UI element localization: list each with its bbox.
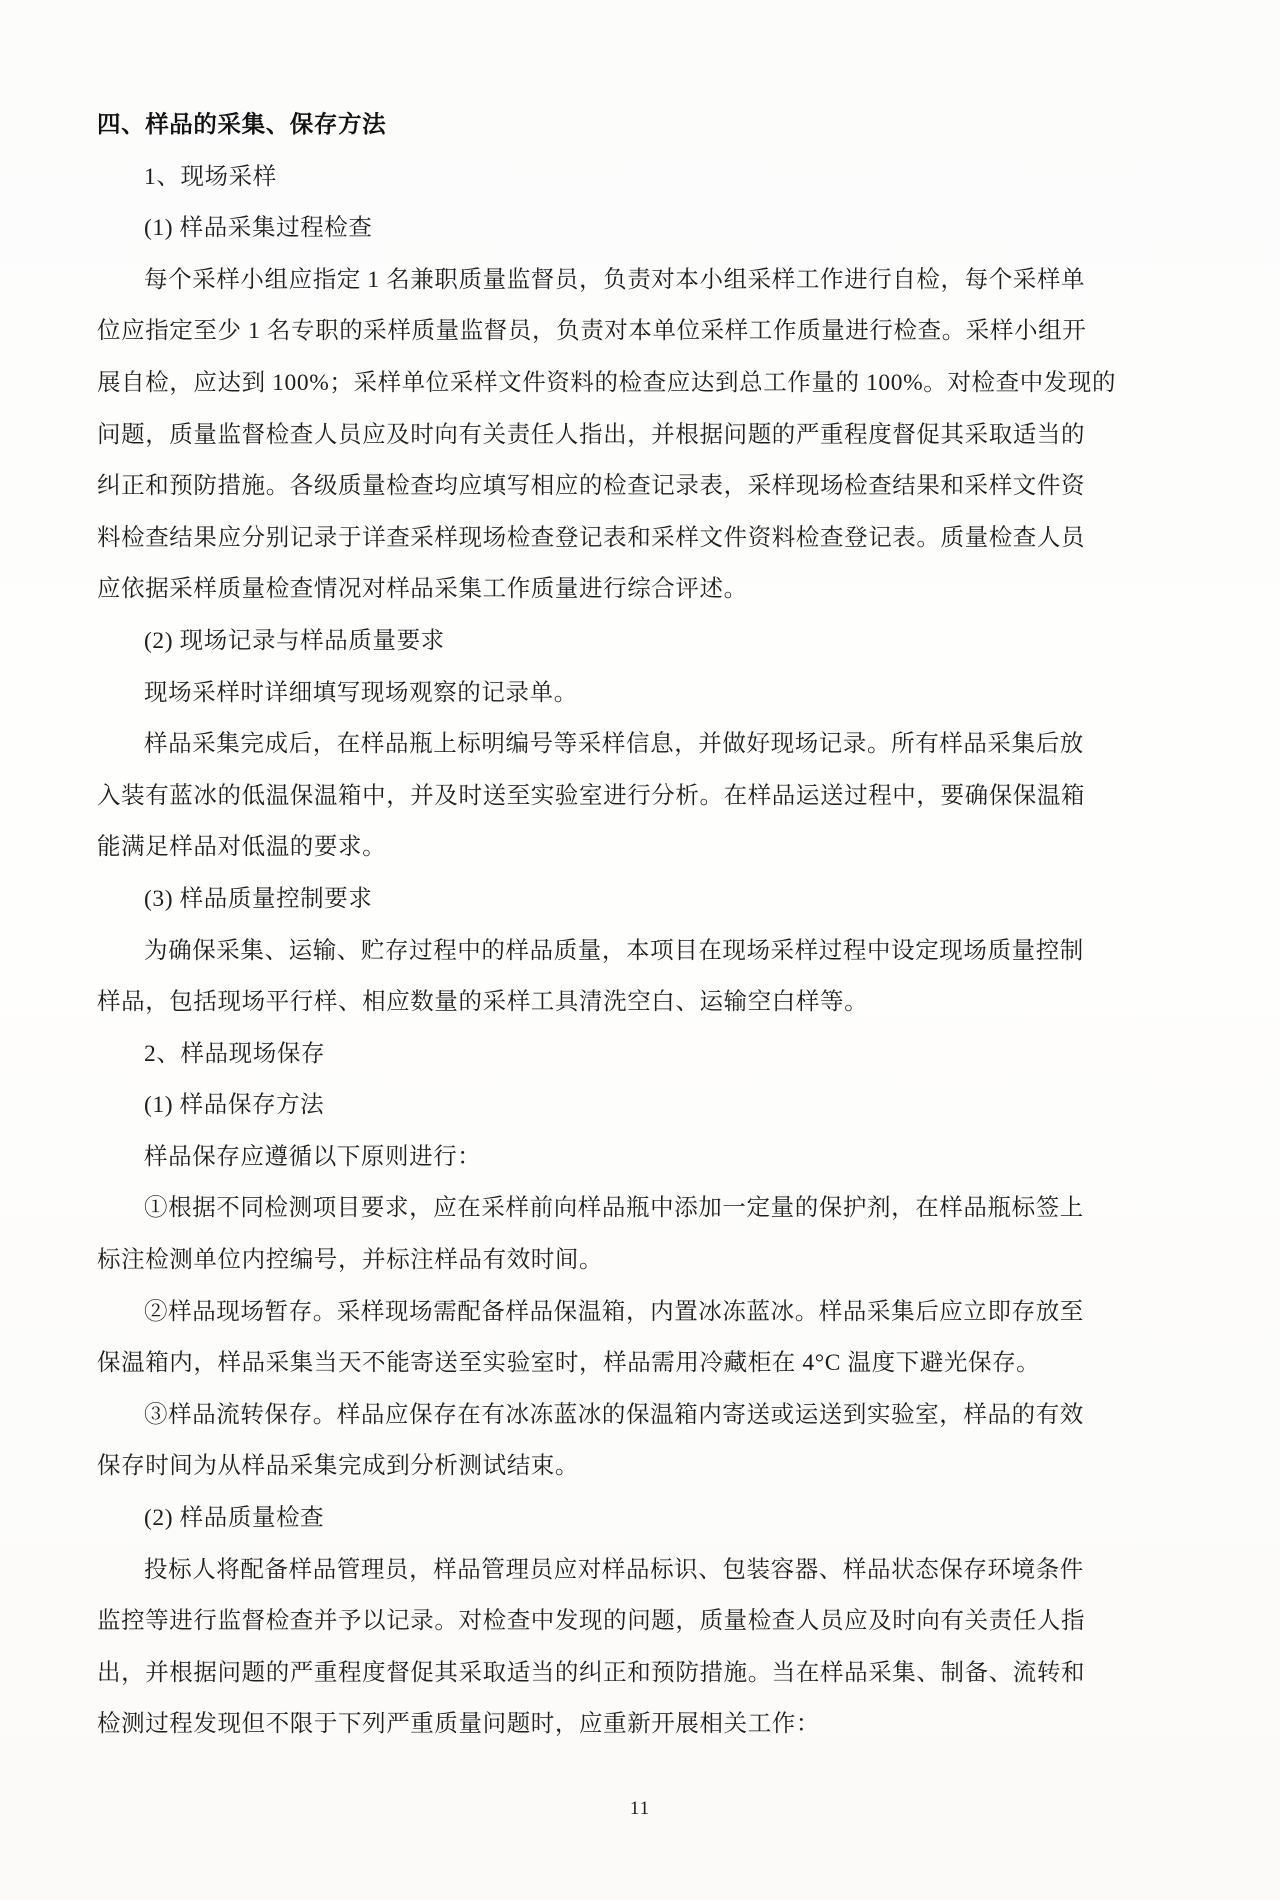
page-number: 11 — [629, 1798, 651, 1819]
paragraph-line: 入装有蓝冰的低温保温箱中，并及时送至实验室进行分析。在样品运送过程中，要确保保温箱 — [97, 782, 1086, 809]
paragraph-line: 检测过程发现但不限于下列严重质量问题时，应重新开展相关工作： — [97, 1711, 820, 1738]
paragraph-line: 为确保采集、运输、贮存过程中的样品质量，本项目在现场采样过程中设定现场质量控制 — [144, 937, 1084, 964]
paragraph-line: 出，并根据问题的严重程度督促其采取适当的纠正和预防措施。当在样品采集、制备、流转和 — [97, 1659, 1086, 1686]
subsection-heading: 1、现场采样 — [144, 163, 277, 190]
section-heading: 四、样品的采集、保存方法 — [97, 112, 387, 138]
paragraph-line: 位应指定至少 1 名专职的采样质量监督员，负责对本单位采样工作质量进行检查。采样小组开 — [97, 318, 1087, 345]
paragraph-line: 保温箱内，样品采集当天不能寄送至实验室时，样品需用冷藏柜在 4°C 温度下避光保存。 — [97, 1350, 1041, 1377]
subsection-heading: (2) 现场记录与样品质量要求 — [144, 627, 445, 654]
paragraph-line: 标注检测单位内控编号，并标注样品有效时间。 — [97, 1247, 604, 1274]
paragraph-line: 问题，质量监督检查人员应及时向有关责任人指出，并根据问题的严重程度督促其采取适当的 — [97, 421, 1086, 448]
subsection-heading: (3) 样品质量控制要求 — [144, 885, 373, 912]
paragraph-line: 现场采样时详细填写现场观察的记录单。 — [144, 679, 578, 706]
paragraph-line: 保存时间为从样品采集完成到分析测试结束。 — [97, 1453, 579, 1480]
paragraph-line: 展自检，应达到 100%；采样单位采样文件资料的检查应达到总工作量的 100%。对检查中发现的 — [97, 369, 1117, 396]
paragraph-line: 监控等进行监督检查并予以记录。对检查中发现的问题，质量检查人员应及时向有关责任人指 — [97, 1608, 1086, 1635]
paragraph-line: 应依据采样质量检查情况对样品采集工作质量进行综合评述。 — [97, 576, 748, 603]
subsection-heading: (1) 样品保存方法 — [144, 1092, 325, 1119]
paragraph-line: ①根据不同检测项目要求，应在采样前向样品瓶中添加一定量的保护剂，在样品瓶标签上 — [144, 1195, 1084, 1222]
paragraph-line: 每个采样小组应指定 1 名兼职质量监督员，负责对本小组采样工作进行自检，每个采样单 — [144, 266, 1086, 293]
page-body — [97, 100, 1190, 1751]
paragraph-line: 样品采集完成后，在样品瓶上标明编号等采样信息，并做好现场记录。所有样品采集后放 — [144, 731, 1084, 758]
paragraph-line: 投标人将配备样品管理员，样品管理员应对样品标识、包装容器、样品状态保存环境条件 — [144, 1556, 1084, 1583]
paragraph-line: 料检查结果应分别记录于详查采样现场检查登记表和采样文件资料检查登记表。质量检查人员 — [97, 524, 1086, 551]
subsection-heading: (2) 样品质量检查 — [144, 1505, 325, 1532]
subsection-heading: (1) 样品采集过程检查 — [144, 215, 373, 242]
paragraph-line: ③样品流转保存。样品应保存在有冰冻蓝冰的保温箱内寄送或运送到实验室，样品的有效 — [144, 1401, 1084, 1428]
subsection-heading: 2、样品现场保存 — [144, 1040, 326, 1067]
paragraph-line: 样品保存应遵循以下原则进行： — [144, 1143, 482, 1170]
paragraph-line: 能满足样品对低温的要求。 — [97, 834, 387, 861]
paragraph-line: 样品，包括现场平行样、相应数量的采样工具清洗空白、运输空白样等。 — [97, 989, 869, 1016]
paragraph-line: ②样品现场暂存。采样现场需配备样品保温箱，内置冰冻蓝冰。样品采集后应立即存放至 — [144, 1298, 1084, 1325]
paragraph-line: 纠正和预防措施。各级质量检查均应填写相应的检查记录表，采样现场检查结果和采样文件资 — [97, 473, 1086, 500]
